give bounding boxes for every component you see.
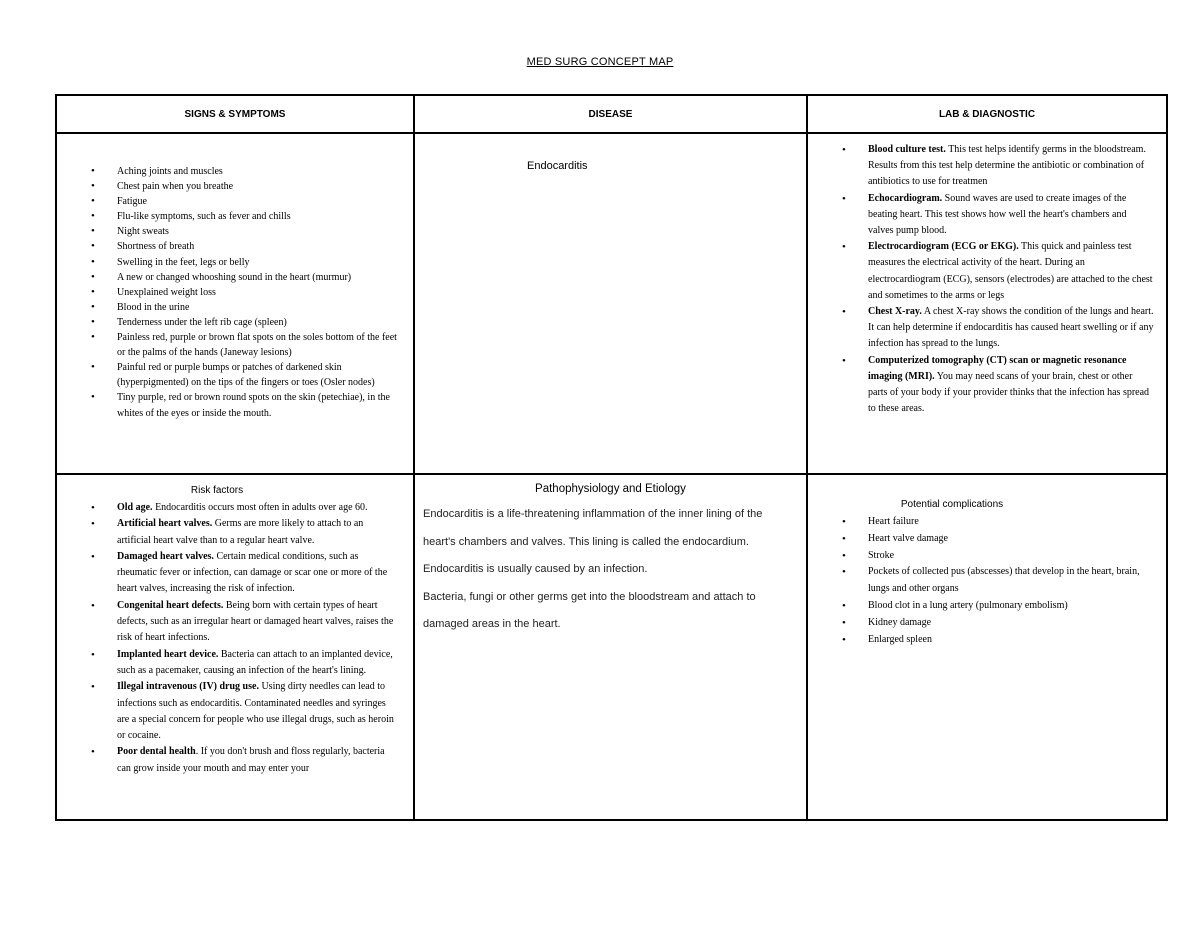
pathophysiology-paragraph: Endocarditis is a life-threatening inflammation of the inner lining of the heart's chambers and valves. This lining is called the endocardium. Endocarditis is usually caused by an infection. <box>423 508 763 575</box>
risk-factor-item-text: Bacteria can attach to an implanted device, such as a pacemaker, causing an infection of the heart's lining. <box>117 648 393 676</box>
lab-cell <box>807 133 1167 474</box>
symptom-item: • Flu-like symptoms, such as fever and chills <box>117 209 407 224</box>
symptoms-list <box>57 134 413 421</box>
symptom-item: • Fatigue <box>117 194 407 209</box>
lab-item-term: Chest X-ray. <box>868 306 922 318</box>
symptom-item: • Blood in the urine <box>117 300 407 315</box>
symptom-item: • Unexplained weight loss <box>117 285 407 300</box>
complication-item: • Blood clot in a lung artery (pulmonary embolism) <box>868 598 1154 615</box>
lab-item-text: You may need scans of your brain, chest or other parts of your body if your provider thinks that the infection has spread to these areas. <box>868 370 1150 415</box>
pathophysiology-title: Pathophysiology and Etiology <box>535 483 686 495</box>
risk-factor-item-term: Damaged heart valves. <box>117 550 214 562</box>
lab-item-term: Electrocardiogram (ECG or EKG). <box>868 241 1019 253</box>
lab-item <box>868 353 1154 418</box>
symptom-item: • Painless red, purple or brown flat spots on the soles bottom of the feet or the palms of the hands (Janeway lesions) <box>117 330 407 360</box>
complication-item: • Kidney damage <box>868 615 1154 632</box>
risk-factor-item-text: Using dirty needles can lead to infections such as endocarditis. Contaminated needles and syringes are a special concern for people who use illegal drugs, such as heroin or cocaine. <box>117 681 394 742</box>
signs-header: SIGNS & SYMPTOMS <box>56 95 414 133</box>
page-title: MED SURG CONCEPT MAP <box>526 56 674 68</box>
pathophysiology-cell <box>414 474 807 820</box>
risk-factor-item <box>117 500 399 516</box>
risk-factor-item-term: Congenital heart defects. <box>117 599 224 611</box>
symptom-item: • Swelling in the feet, legs or belly <box>117 255 407 270</box>
risk-factor-item-term: Illegal intravenous (IV) drug use. <box>117 681 259 693</box>
symptom-item: • A new or changed whooshing sound in the heart (murmur) <box>117 270 407 285</box>
concept-map-table <box>55 94 1168 821</box>
lab-item-text: This quick and painless test measures the electrical activity of the heart. During an electrocardiogram (ECG), sensors (electrodes) are attached to the chest and sometimes to the arms or legs <box>868 241 1153 301</box>
lab-item <box>868 304 1154 353</box>
lab-item-term: Computerized tomography (CT) scan or magnetic resonance imaging (MRI). <box>868 354 1127 382</box>
risk-factor-item <box>117 516 399 549</box>
lab-item <box>868 239 1154 304</box>
symptom-item: • Shortness of breath <box>117 239 407 254</box>
risk-factor-item-text: Being born with certain types of heart defects, such as an irregular heart or damaged heart valves, raises the risk of heart infections. <box>117 599 394 644</box>
risk-factor-item-text: Germs are more likely to attach to an artificial heart valve than to a regular heart valve. <box>117 518 364 546</box>
disease-cell <box>414 133 807 474</box>
symptoms-cell <box>56 133 414 474</box>
complication-item: • Stroke <box>868 548 1154 565</box>
risk-factor-item <box>117 744 399 777</box>
symptom-item: • Tiny purple, red or brown round spots on the skin (petechiae), in the whites of the eyes or inside the mouth. <box>117 390 407 420</box>
risk-factor-item-text: Certain medical conditions, such as rheumatic fever or infection, can damage or scar one or more of the heart valves, increasing the risk of infection. <box>117 550 388 595</box>
lab-item-text: This test helps identify germs in the bloodstream. Results from this test help determine the antibiotic or combination of antibiotics to use for treatmen <box>868 144 1146 188</box>
risk-factor-item-term: Old age. <box>117 502 153 513</box>
symptom-item: • Aching joints and muscles <box>117 164 407 179</box>
symptom-item: • Night sweats <box>117 224 407 239</box>
risk-factor-item <box>117 549 399 598</box>
lab-item <box>868 142 1154 191</box>
lab-item-text: Sound waves are used to create images of the beating heart. This test shows how well the heart's chambers and valves pump blood. <box>868 192 1127 237</box>
pathophysiology-text <box>415 495 806 639</box>
lab-list <box>808 134 1166 417</box>
risk-factors-title: Risk factors <box>190 485 244 496</box>
risk-factors-cell <box>56 474 414 820</box>
lab-item <box>868 191 1154 240</box>
risk-factor-item-text: Endocarditis occurs most often in adults over age 60. <box>152 502 368 513</box>
complications-cell <box>807 474 1167 820</box>
symptom-item: • Painful red or purple bumps or patches of darkened skin (hyperpigmented) on the tips of the fingers or toes (Osler nodes) <box>117 360 407 390</box>
risk-factor-item <box>117 647 399 680</box>
symptom-item: • Tenderness under the left rib cage (spleen) <box>117 315 407 330</box>
risk-factor-item-term: Artificial heart valves. <box>117 518 213 530</box>
disease-header: DISEASE <box>414 95 807 133</box>
risk-factor-item-text: . If you don't brush and floss regularly, bacteria can grow inside your mouth and may enter your <box>117 746 385 774</box>
complication-item: • Pockets of collected pus (abscesses) that develop in the heart, brain, lungs and other organs <box>868 564 1154 598</box>
disease-name: Endocarditis <box>527 160 588 172</box>
lab-item-term: Echocardiogram. <box>868 192 943 204</box>
lab-header: LAB & DIAGNOSTIC <box>807 95 1167 133</box>
complication-item: • Enlarged spleen <box>868 632 1154 649</box>
complication-item: • Heart valve damage <box>868 531 1154 548</box>
complications-list <box>808 512 1166 648</box>
risk-factors-list <box>57 498 413 777</box>
complication-item: • Heart failure <box>868 514 1154 531</box>
risk-factor-item <box>117 598 399 647</box>
complications-title: Potential complications <box>900 499 1004 510</box>
pathophysiology-paragraph: Bacteria, fungi or other germs get into the bloodstream and attach to damaged areas in the heart. <box>423 590 756 630</box>
risk-factor-item-term: Poor dental health <box>117 746 196 758</box>
lab-item-text: A chest X-ray shows the condition of the lungs and heart. It can help determine if endocarditis has caused heart swelling or if any infection has spread to the lungs. <box>868 306 1154 350</box>
risk-factor-item <box>117 679 399 744</box>
risk-factor-item-term: Implanted heart device. <box>117 648 219 660</box>
header-row <box>56 95 1167 133</box>
symptom-item: • Chest pain when you breathe <box>117 179 407 194</box>
lab-item-term: Blood culture test. <box>868 144 946 155</box>
